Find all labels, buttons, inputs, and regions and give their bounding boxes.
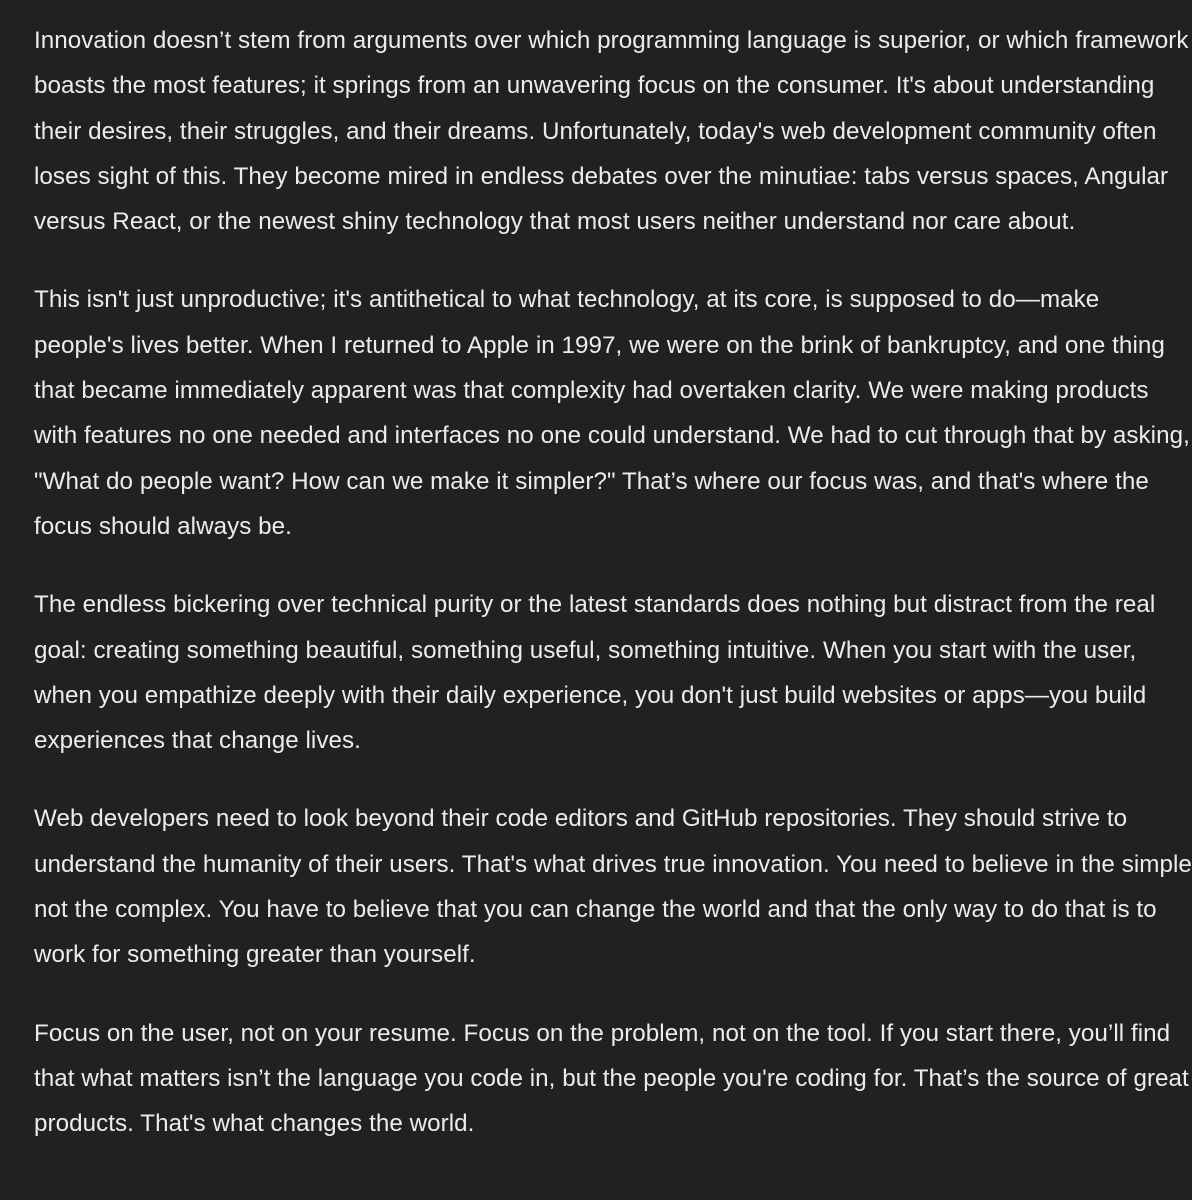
paragraph-5: Focus on the user, not on your resume. Focus on the problem, not on the tool. If you start there, you’ll find that what matters isn’t the language you code in, but the people you're coding for. That’s the source of great products. That's what changes the world. [34, 1019, 1189, 1138]
paragraph-4: Web developers need to look beyond their code editors and GitHub repositories. They should strive to understand the humanity of their users. That's what drives true innovation. You need to believe in the simple not the complex. You have to believe that you can change the world and that the only way to do that is to work for something greater than yourself. [34, 805, 1192, 969]
message-body [34, 18, 1192, 1147]
paragraph-3: The endless bickering over technical purity or the latest standards does nothing but distract from the real goal: creating something beautiful, something useful, something intuitive. When you start with the user, when you empathize deeply with their daily experience, you don't just build websites or apps—you build experiences that change lives. [34, 591, 1156, 755]
paragraph-1: Innovation doesn’t stem from arguments over which programming language is superior, or which framework boasts the most features; it springs from an unwavering focus on the consumer. It's about understanding their desires, their struggles, and their dreams. Unfortunately, today's web development community often loses sight of this. They become mired in endless debates over the minutiae: tabs versus spaces, Angular versus React, or the newest shiny technology that most users neither understand nor care about. [34, 27, 1189, 236]
paragraph-2: This isn't just unproductive; it's antithetical to what technology, at its core, is supposed to do—make people's lives better. When I returned to Apple in 1997, we were on the brink of bankruptcy, and one thing that became immediately apparent was that complexity had overtaken clarity. We were making products with features no one needed and interfaces no one could understand. We had to cut through that by asking, "What do people want? How can we make it simpler?" That’s where our focus was, and that's where the focus should always be. [34, 286, 1190, 540]
